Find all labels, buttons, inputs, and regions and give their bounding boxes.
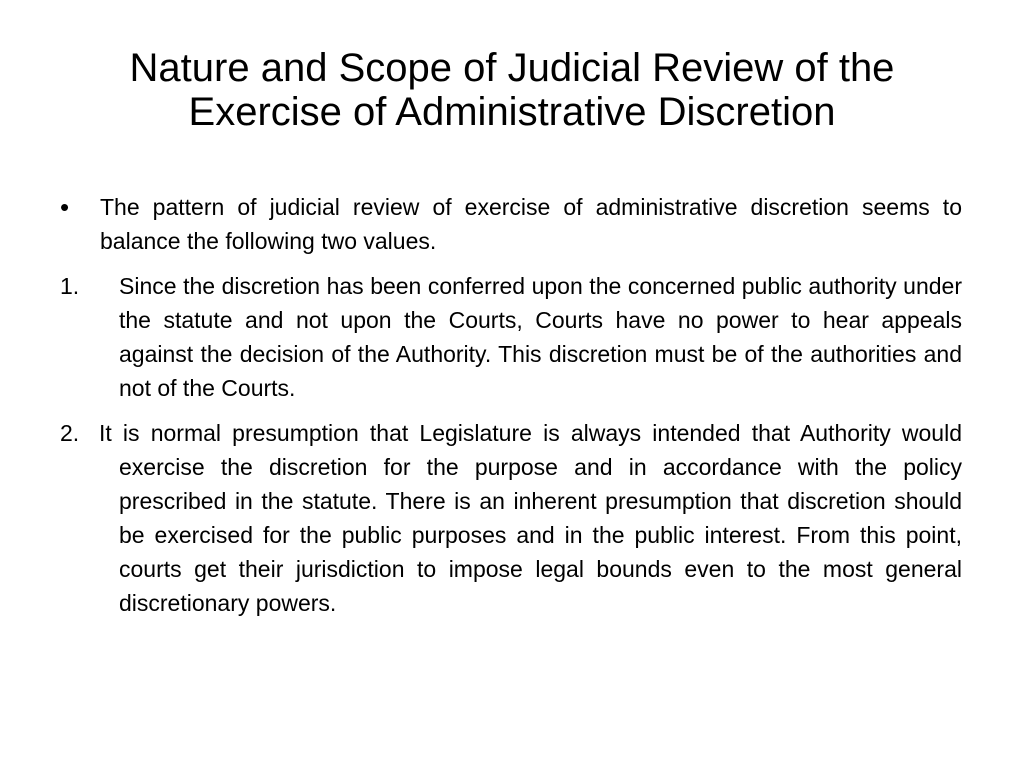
numbered-point-1	[60, 269, 962, 405]
bullet-text: The pattern of judicial review of exercise of administrative discretion seems to balance the following two values.	[100, 194, 962, 254]
slide-body	[60, 190, 962, 631]
bullet-marker: •	[60, 192, 70, 222]
point-2-text: It is normal presumption that Legislature is always intended that Authority would exercise the discretion for the purpose and in accordance with the policy prescribed in the statute. There is an inherent presumption that discretion should be exercised for the public purposes and in the public interest. From this point, courts get their jurisdiction to impose legal bounds even to the most general discretionary powers.	[99, 420, 962, 616]
point-1-number: 1.	[60, 273, 80, 299]
point-2-number: 2.	[60, 420, 80, 446]
slide-title	[60, 46, 964, 134]
title-line-2: Exercise of Administrative Discretion	[188, 90, 836, 134]
bullet-paragraph	[60, 190, 962, 258]
point-1-text: Since the discretion has been conferred upon the concerned public authority under the statute and not upon the Courts, Courts have no power to hear appeals against the decision of the Authority. This discretion must be of the authorities and not of the Courts.	[119, 273, 962, 401]
numbered-point-2	[60, 416, 962, 620]
title-line-1: Nature and Scope of Judicial Review of the	[129, 46, 895, 90]
